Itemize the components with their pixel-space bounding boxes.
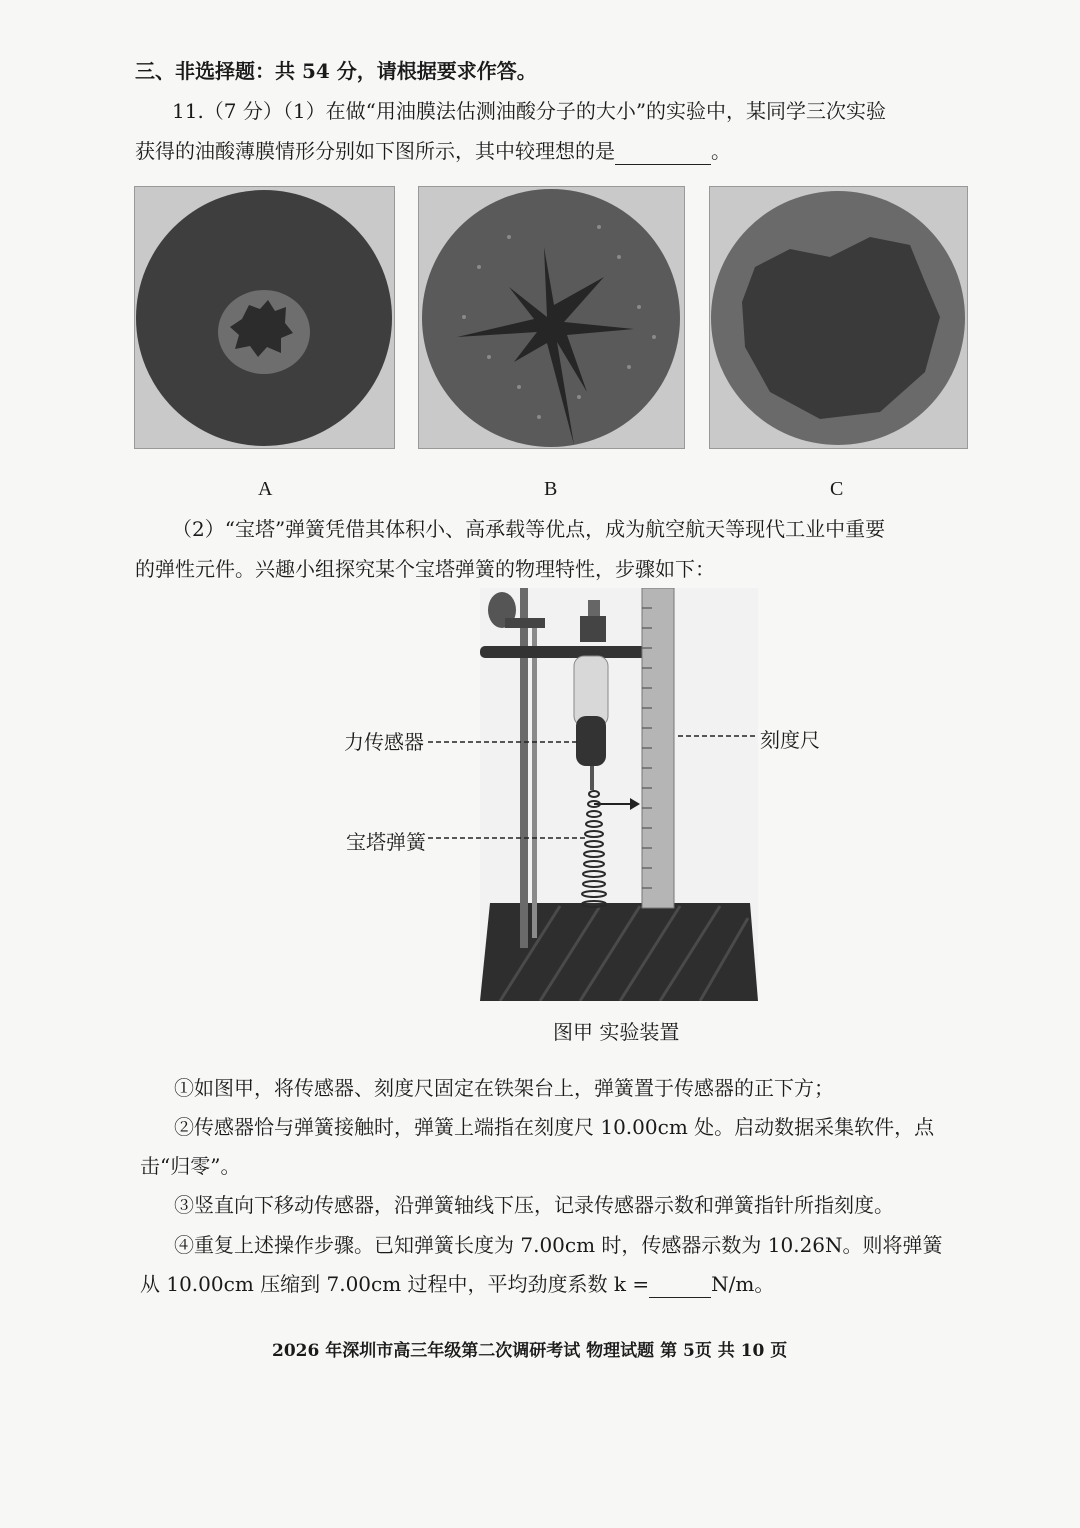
step-1: ①如图甲，将传感器、刻度尺固定在铁架台上，弹簧置于传感器的正下方； xyxy=(174,1076,834,1100)
oil-film-photo-b xyxy=(418,186,685,449)
question-11-line2 xyxy=(135,138,731,165)
label-ruler: 刻度尺 xyxy=(760,728,820,752)
step-4-line2 xyxy=(140,1271,774,1298)
answer-blank-1[interactable] xyxy=(615,138,711,165)
page-footer: 2026 年深圳市高三年级第二次调研考试 物理试题 第 5页 共 10 页 xyxy=(272,1341,788,1361)
leader-line-sensor xyxy=(428,740,578,744)
photo-label-a: A xyxy=(258,478,273,500)
figure-caption: 图甲 实验装置 xyxy=(553,1020,680,1044)
oil-film-photo-a xyxy=(134,186,395,449)
part2-line2: 的弹性元件。兴趣小组探究某个宝塔弹簧的物理特性，步骤如下： xyxy=(135,557,715,581)
step-3: ③竖直向下移动传感器，沿弹簧轴线下压，记录传感器示数和弹簧指针所指刻度。 xyxy=(174,1193,894,1217)
label-force-sensor: 力传感器 xyxy=(344,730,424,754)
leader-line-spring xyxy=(428,836,588,840)
step-2-line2: 击“归零”。 xyxy=(140,1154,241,1178)
label-tower-spring: 宝塔弹簧 xyxy=(346,830,426,854)
part2-line1: （2）“宝塔”弹簧凭借其体积小、高承载等优点，成为航空航天等现代工业中重要 xyxy=(172,517,886,541)
leader-line-ruler xyxy=(678,734,758,738)
section-heading: 三、非选择题：共 54 分，请根据要求作答。 xyxy=(135,59,537,83)
question-11-line1: 11.（7 分）（1）在做“用油膜法估测油酸分子的大小”的实验中，某同学三次实验 xyxy=(172,99,887,123)
step-2-line1: ②传感器恰与弹簧接触时，弹簧上端指在刻度尺 10.00cm 处。启动数据采集软件，点 xyxy=(174,1115,935,1139)
answer-blank-k[interactable] xyxy=(649,1271,711,1298)
oil-film-photo-c xyxy=(709,186,968,449)
photo-label-b: B xyxy=(544,478,558,500)
step-4-line2-text: 从 10.00cm 压缩到 7.00cm 过程中，平均劲度系数 k = xyxy=(140,1272,650,1296)
apparatus-photo xyxy=(480,588,758,1001)
question-11-line2-text: 获得的油酸薄膜情形分别如下图所示，其中较理想的是 xyxy=(135,139,615,163)
step-4-line1: ④重复上述操作步骤。已知弹簧长度为 7.00cm 时，传感器示数为 10.26N。则将弹簧 xyxy=(174,1233,943,1257)
question-11-line2-end: 。 xyxy=(711,139,731,163)
step-4-unit: N/m。 xyxy=(711,1272,775,1296)
photo-label-c: C xyxy=(830,478,844,500)
